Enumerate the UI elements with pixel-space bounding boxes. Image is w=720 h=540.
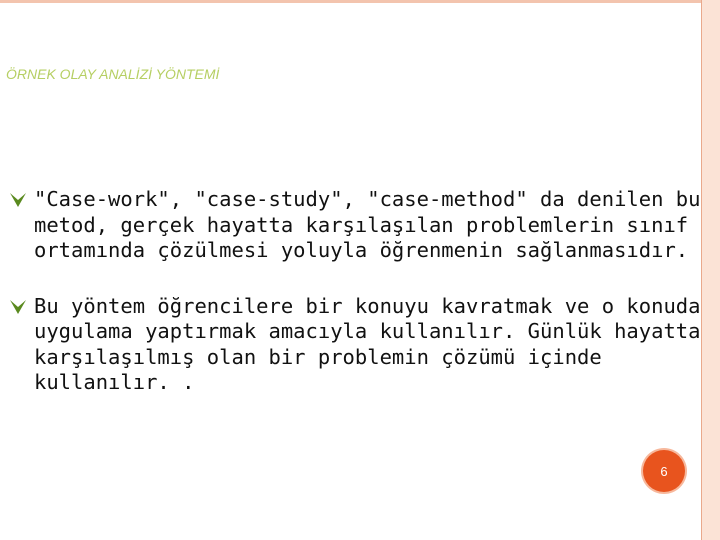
page-number-badge: 6 xyxy=(643,450,685,492)
bullet-text: "Case-work", "case-study", "case-method" da denilen bu metod, gerçek hayatta karşılaşılan problemlerin sınıf ortamında çözülmesi yoluyla öğrenmenin sağlanmasıdır. xyxy=(34,187,701,262)
checkmark-bullet-icon xyxy=(8,190,28,210)
bullet-text: Bu yöntem öğrencilere bir konuyu kavratmak ve o konuda uygulama yaptırmak amacıyla kullanılır. Günlük hayatta karşılaşılmış olan bir problemin çözümü içinde kullanılır. . xyxy=(34,293,701,394)
bullet-item xyxy=(6,294,718,396)
bullet-list xyxy=(6,187,718,396)
checkmark-bullet-icon xyxy=(8,297,28,317)
slide-title: ÖRNEK OLAY ANALİZİ YÖNTEMİ xyxy=(6,66,220,82)
slide-frame-top xyxy=(0,0,703,3)
bullet-item xyxy=(6,187,718,264)
